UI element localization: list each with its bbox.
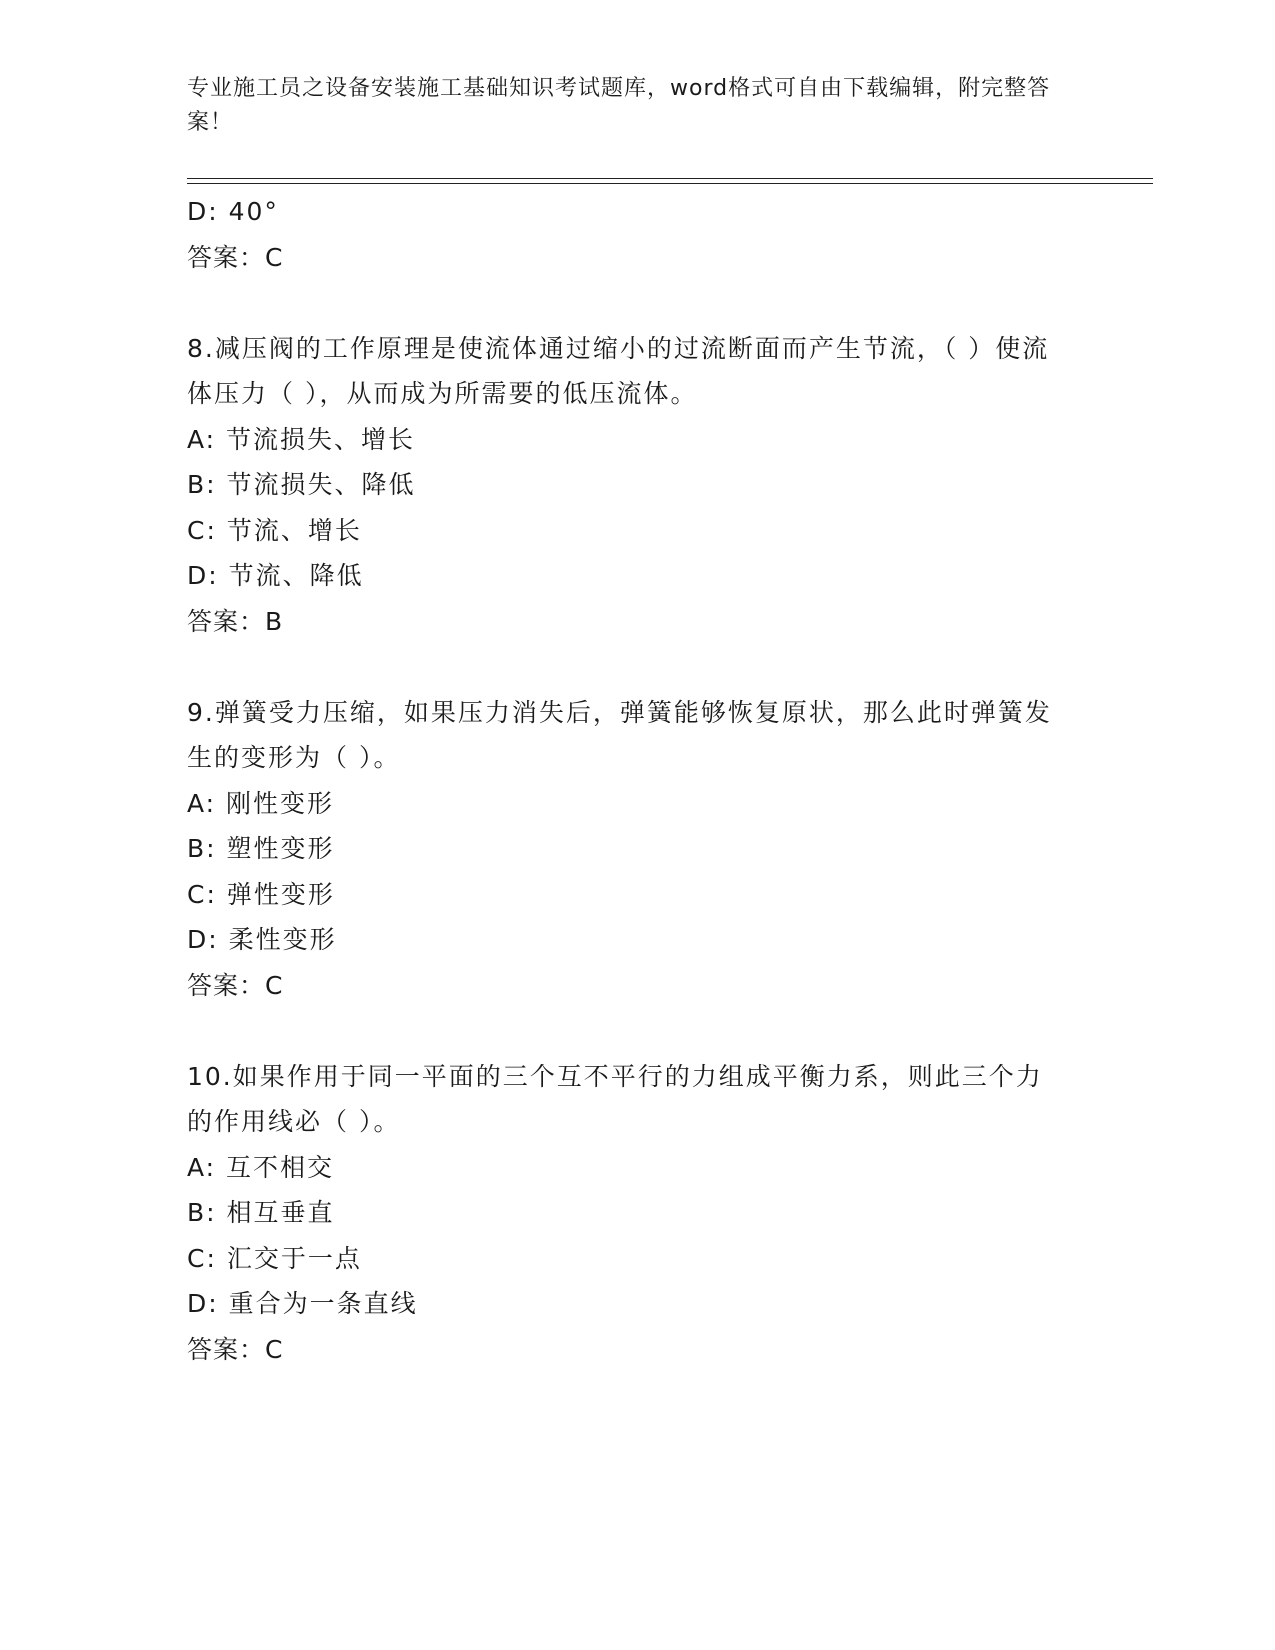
question-9-option-a: A: 刚性变形: [187, 788, 335, 818]
question-10-option-b: B: 相互垂直: [187, 1198, 335, 1227]
question-9-text: 9.弹簧受力压缩，如果压力消失后，弹簧能够恢复原状，那么此时弹簧发生的变形为（ ）。: [187, 697, 1052, 772]
question-8-option-a: A: 节流损失、增长: [187, 424, 416, 454]
header-rule-top: [187, 178, 1153, 179]
question-10-answer: 答案：C: [187, 1334, 284, 1364]
spacer: [187, 280, 1087, 326]
answer: 答案：C: [187, 242, 284, 272]
page-header: 专业施工员之设备安装施工基础知识考试题库，word格式可自由下载编辑，附完整答案！: [187, 76, 1051, 135]
question-9-option-d: D: 柔性变形: [187, 925, 337, 954]
spacer: [187, 1008, 1087, 1054]
question-content: [187, 189, 1087, 1372]
question-10-option-c: C: 汇交于一点: [187, 1243, 362, 1273]
question-10-text: 10.如果作用于同一平面的三个互不平行的力组成平衡力系，则此三个力的作用线必（ ）。: [187, 1061, 1043, 1136]
question-10-option-a: A: 互不相交: [187, 1152, 335, 1182]
spacer: [187, 644, 1087, 690]
question-10-option-d: D: 重合为一条直线: [187, 1289, 418, 1318]
question-8-text: 8.减压阀的工作原理是使流体通过缩小的过流断面而产生节流，（ ）使流体压力（ ），从而成为所需要的低压流体。: [187, 333, 1050, 408]
question-9-answer: 答案：C: [187, 970, 284, 1000]
question-8-option-c: C: 节流、增长: [187, 515, 362, 545]
question-8-option-d: D: 节流、降低: [187, 561, 364, 590]
question-9-option-b: B: 塑性变形: [187, 834, 335, 863]
option-d: D: 40°: [187, 197, 279, 226]
question-8-answer: 答案：B: [187, 606, 284, 636]
question-9-option-c: C: 弹性变形: [187, 879, 335, 909]
question-8-option-b: B: 节流损失、降低: [187, 470, 416, 499]
header-rule-bottom: [187, 183, 1153, 184]
